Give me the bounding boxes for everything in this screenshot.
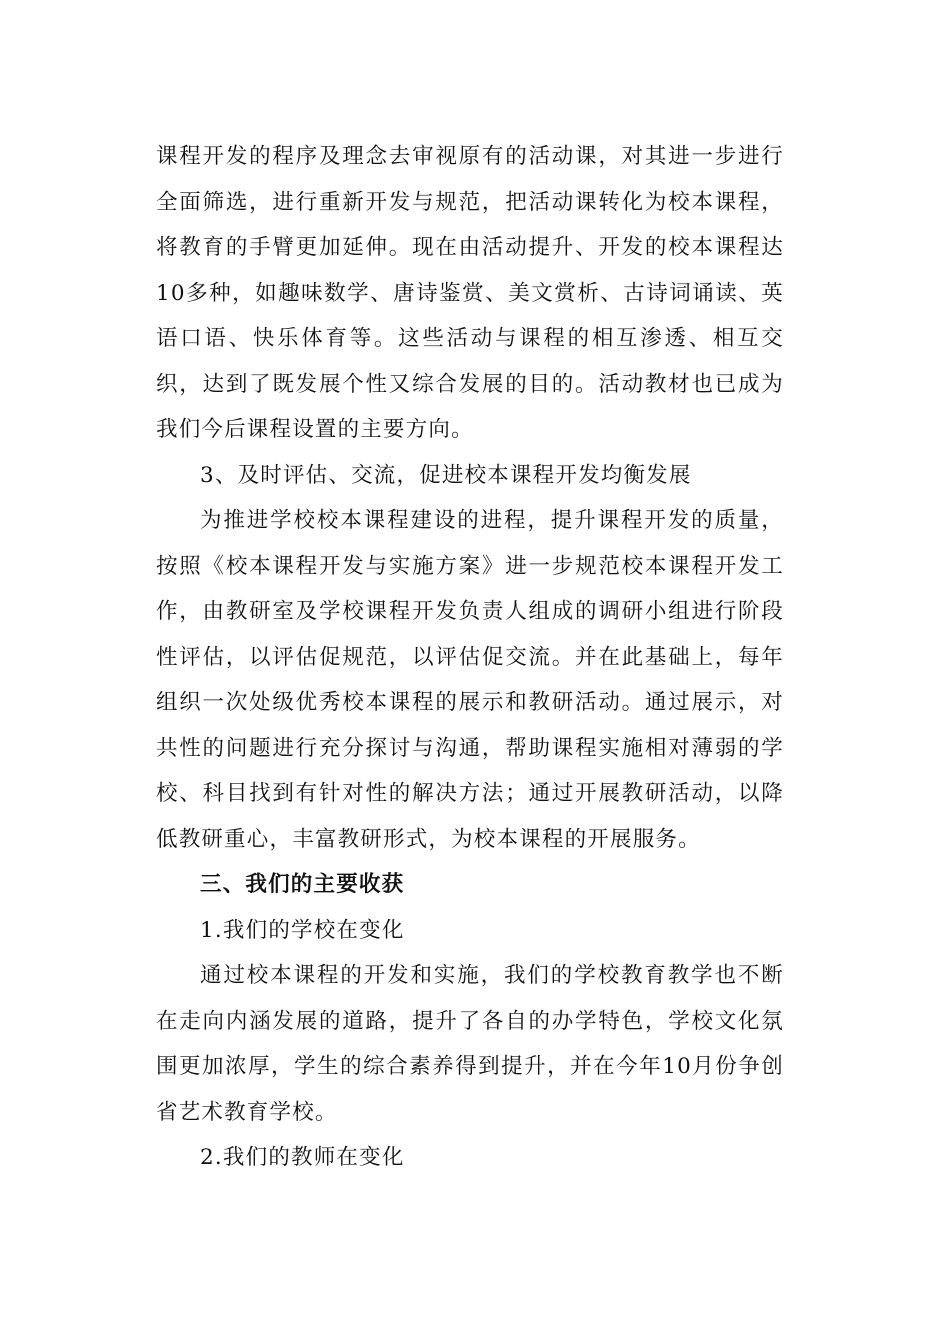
subheading-evaluation-exchange: 3、及时评估、交流，促进校本课程开发均衡发展 (200, 462, 692, 488)
subheading-school-changing: 1.我们的学校在变化 (200, 917, 405, 943)
paragraph-continued: 课程开发的程序及理念去审视原有的活动课，对其进一步进行全面筛选，进行重新开发与规范，把活动课转化为校本课程，将教育的手臂更加延伸。现在由活动提升、开发的校本课程达10多种，如趣味数学、唐诗鉴赏、美文赏析、古诗词诵读、英语口语、快乐体育等。这些活动与课程的相互渗透、相互交织，达到了既发展个性又综合发展的目的。活动教材也已成为我们今后课程设置的主要方向。 (156, 144, 784, 442)
section-heading-main-gains: 三、我们的主要收获 (200, 872, 405, 897)
page-body (156, 134, 784, 1181)
subheading-teachers-changing: 2.我们的教师在变化 (200, 1145, 405, 1170)
paragraph-evaluation: 为推进学校校本课程建设的进程，提升课程开发的质量，按照《校本课程开发与实施方案》进一步规范校本课程开发工作，由教研室及学校课程开发负责人组成的调研小组进行阶段性评估，以评估促规范，以评估促交流。并在此基础上，每年组织一次处级优秀校本课程的展示和教研活动。通过展示，对共性的问题进行充分探讨与沟通，帮助课程实施相对薄弱的学校、科目找到有针对性的解决方法；通过开展教研活动，以降低教研重心，丰富教研形式，为校本课程的开展服务。 (156, 508, 784, 852)
paragraph-school-changing: 通过校本课程的开发和实施，我们的学校教育教学也不断在走向内涵发展的道路，提升了各自的办学特色，学校文化氛围更加浓厚，学生的综合素养得到提升，并在今年10月份争创省艺术教育学校。 (156, 963, 784, 1125)
